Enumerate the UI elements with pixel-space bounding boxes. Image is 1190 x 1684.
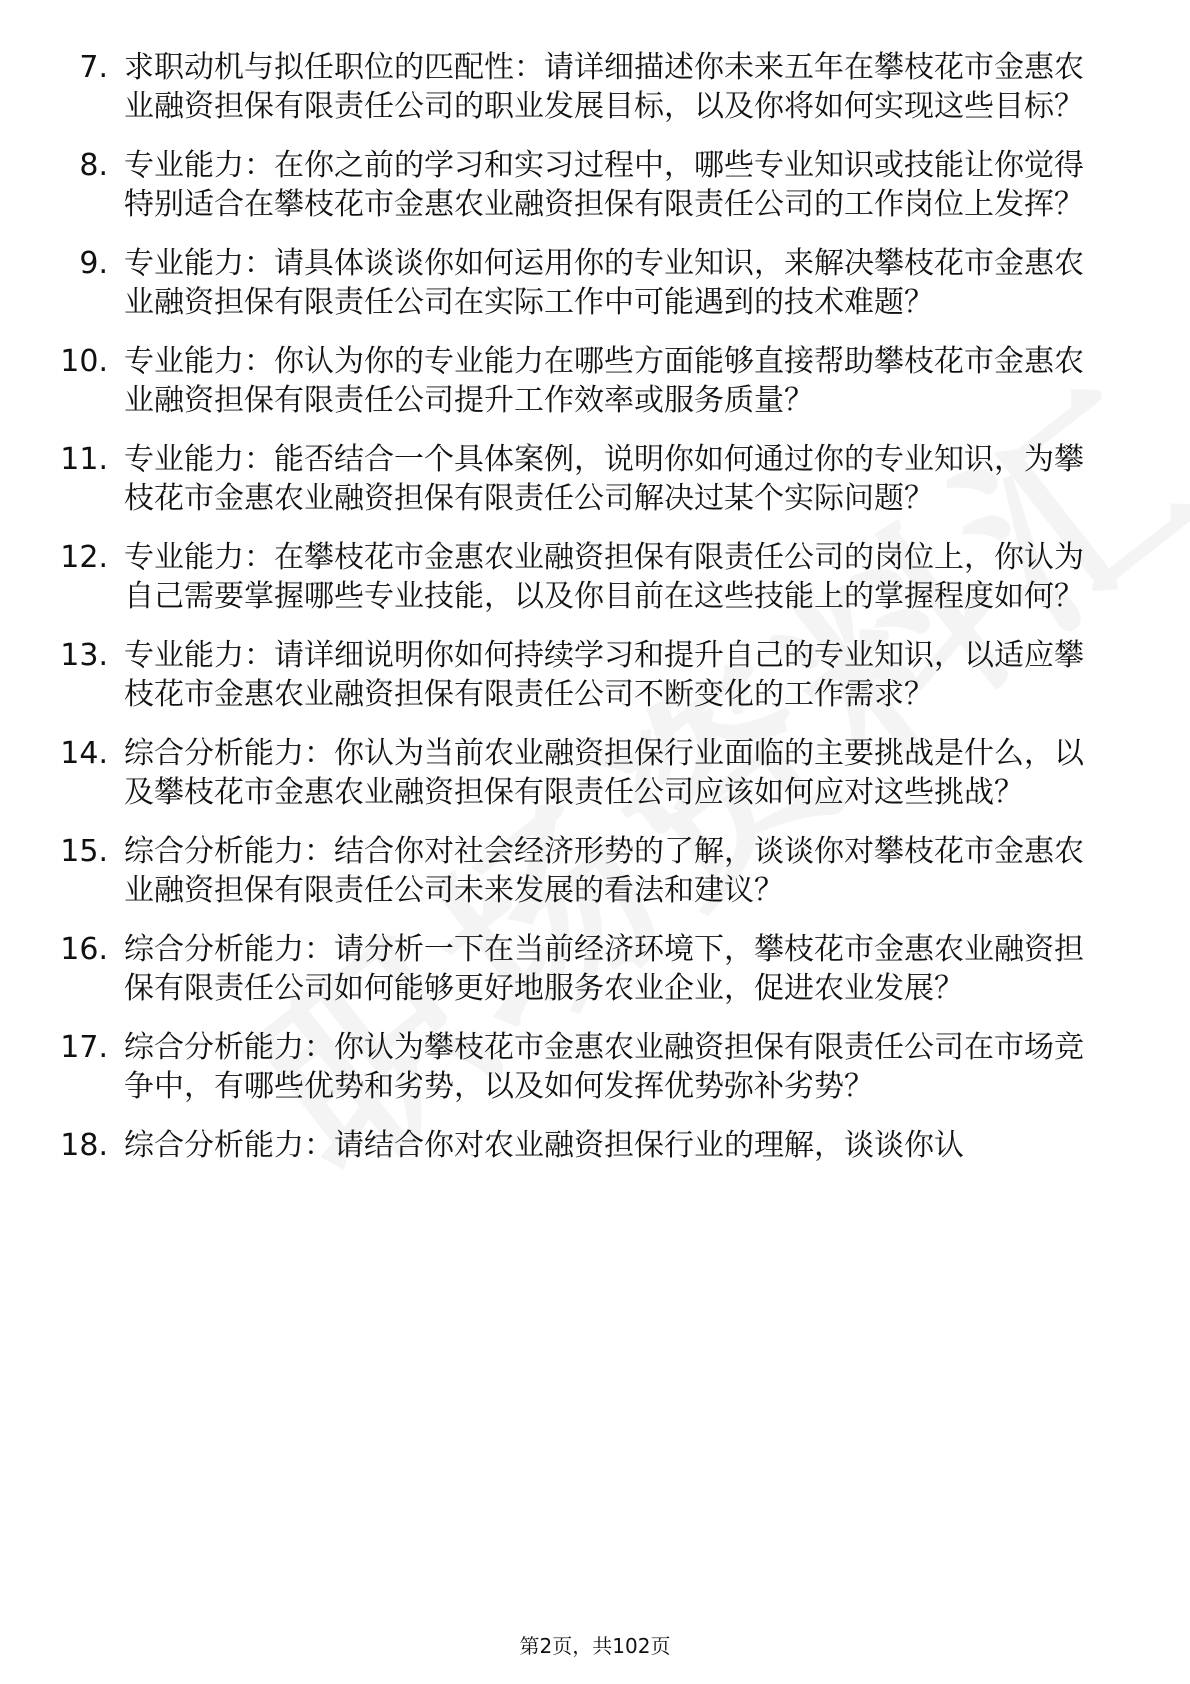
question-text: 综合分析能力：请分析一下在当前经济环境下，攀枝花市金惠农业融资担保有限责任公司如何能够更好地服务农业企业，促进农业发展？ bbox=[124, 932, 1084, 1006]
question-text: 求职动机与拟任职位的匹配性：请详细描述你未来五年在攀枝花市金惠农业融资担保有限责任公司的职业发展目标，以及你将如何实现这些目标？ bbox=[124, 50, 1084, 124]
question-text: 综合分析能力：请结合你对农业融资担保行业的理解，谈谈你认 bbox=[124, 1128, 964, 1163]
question-number: 16. bbox=[60, 932, 108, 967]
question-item bbox=[50, 1126, 1100, 1165]
question-item bbox=[50, 930, 1100, 1008]
question-item bbox=[50, 440, 1100, 518]
question-text: 专业能力：能否结合一个具体案例，说明你如何通过你的专业知识，为攀枝花市金惠农业融资担保有限责任公司解决过某个实际问题？ bbox=[124, 442, 1084, 516]
question-text: 专业能力：在攀枝花市金惠农业融资担保有限责任公司的岗位上，你认为自己需要掌握哪些专业技能，以及你目前在这些技能上的掌握程度如何？ bbox=[124, 540, 1084, 614]
question-number: 10. bbox=[60, 344, 108, 379]
question-list bbox=[50, 48, 1100, 1185]
question-number: 9. bbox=[79, 246, 108, 281]
question-text: 专业能力：请具体谈谈你如何运用你的专业知识，来解决攀枝花市金惠农业融资担保有限责任公司在实际工作中可能遇到的技术难题？ bbox=[124, 246, 1084, 320]
question-item bbox=[50, 832, 1100, 910]
question-text: 综合分析能力：你认为当前农业融资担保行业面临的主要挑战是什么，以及攀枝花市金惠农业融资担保有限责任公司应该如何应对这些挑战？ bbox=[124, 736, 1084, 810]
question-text: 专业能力：请详细说明你如何持续学习和提升自己的专业知识，以适应攀枝花市金惠农业融资担保有限责任公司不断变化的工作需求？ bbox=[124, 638, 1084, 712]
question-text: 专业能力：你认为你的专业能力在哪些方面能够直接帮助攀枝花市金惠农业融资担保有限责任公司提升工作效率或服务质量？ bbox=[124, 344, 1084, 418]
question-number: 7. bbox=[79, 50, 108, 85]
question-number: 18. bbox=[60, 1128, 108, 1163]
question-number: 8. bbox=[79, 148, 108, 183]
question-item bbox=[50, 244, 1100, 322]
question-item bbox=[50, 146, 1100, 224]
question-number: 14. bbox=[60, 736, 108, 771]
page-number-label: 第2页，共102页 bbox=[519, 1634, 671, 1658]
question-number: 11. bbox=[60, 442, 108, 477]
question-item bbox=[50, 48, 1100, 126]
question-text: 综合分析能力：你认为攀枝花市金惠农业融资担保有限责任公司在市场竞争中，有哪些优势和劣势，以及如何发挥优势弥补劣势？ bbox=[124, 1030, 1084, 1104]
question-number: 17. bbox=[60, 1030, 108, 1065]
question-item bbox=[50, 636, 1100, 714]
question-item bbox=[50, 538, 1100, 616]
question-number: 13. bbox=[60, 638, 108, 673]
question-item bbox=[50, 734, 1100, 812]
question-text: 综合分析能力：结合你对社会经济形势的了解，谈谈你对攀枝花市金惠农业融资担保有限责任公司未来发展的看法和建议？ bbox=[124, 834, 1084, 908]
page-footer bbox=[0, 1630, 1190, 1659]
question-item bbox=[50, 1028, 1100, 1106]
question-text: 专业能力：在你之前的学习和实习过程中，哪些专业知识或技能让你觉得特别适合在攀枝花市金惠农业融资担保有限责任公司的工作岗位上发挥？ bbox=[124, 148, 1084, 222]
question-number: 12. bbox=[60, 540, 108, 575]
question-number: 15. bbox=[60, 834, 108, 869]
question-item bbox=[50, 342, 1100, 420]
